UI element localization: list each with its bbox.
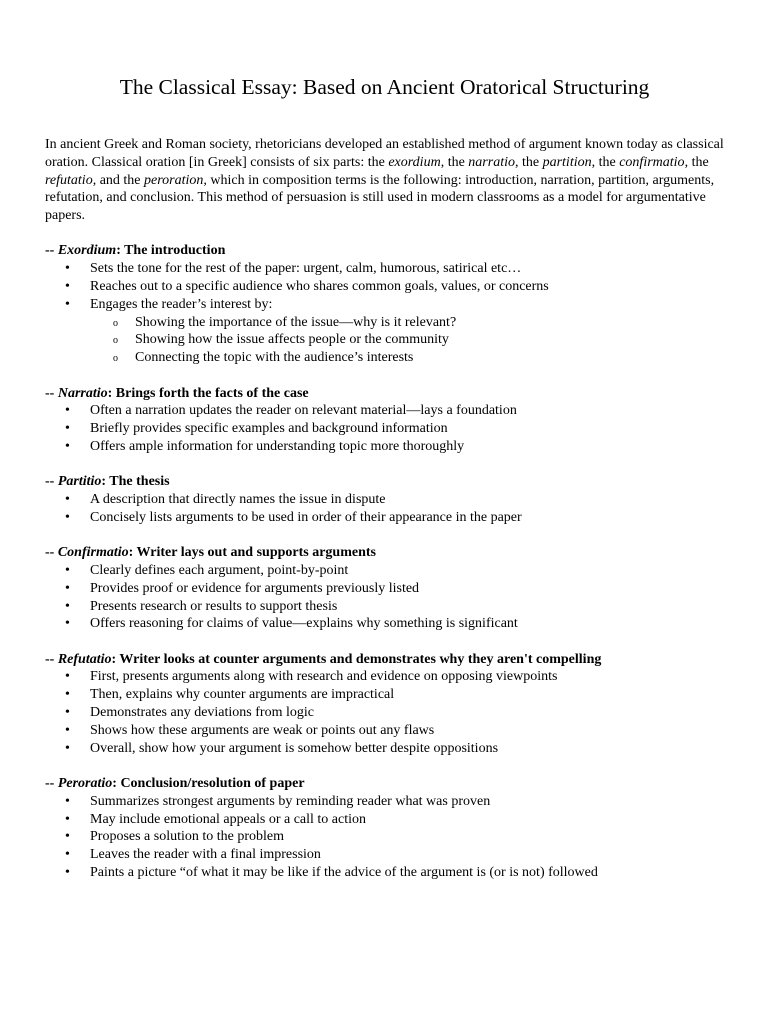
- heading-term: Peroratio: [57, 775, 113, 791]
- heading-prefix: --: [45, 545, 58, 561]
- intro-term-peroration: peroration,: [144, 172, 207, 188]
- intro-term-confirmatio: confirmatio: [619, 154, 685, 170]
- heading-rest: : Conclusion/resolution of paper: [112, 775, 305, 791]
- list-item: • Leaves the reader with a final impression: [90, 846, 724, 864]
- list-item: • First, presents arguments along with research and evidence on opposing viewpoints: [90, 668, 724, 686]
- list-item: • Summarizes strongest arguments by reminding reader what was proven: [90, 793, 724, 811]
- section-confirmatio: [45, 544, 724, 633]
- heading-term: Partitio: [57, 474, 102, 490]
- heading-term: Refutatio: [57, 651, 112, 667]
- heading-prefix: --: [45, 651, 58, 667]
- bullet-list: [45, 402, 724, 455]
- intro-term-partition: partition: [542, 154, 592, 170]
- intro-text: which in composition terms is the following: introduction, narration, partition, arguments, refutation, and conclusion. This method of persuasion is still used in modern classrooms as a model for argumentative papers.: [45, 172, 715, 224]
- bullet-list: [45, 668, 724, 757]
- list-item: [90, 296, 724, 367]
- list-item: • Briefly provides specific examples and background information: [90, 420, 724, 438]
- list-item: • Concisely lists arguments to be used in order of their appearance in the paper: [90, 509, 724, 527]
- list-item: • Overall, show how your argument is somehow better despite oppositions: [90, 740, 724, 758]
- heading-rest: : Brings forth the facts of the case: [107, 385, 309, 401]
- list-item: • Offers reasoning for claims of value—explains why something is significant: [90, 615, 724, 633]
- list-item: • Provides proof or evidence for arguments previously listed: [90, 580, 724, 598]
- sub-list-item: o Showing the importance of the issue—why is it relevant?: [135, 314, 724, 332]
- section-heading: [45, 473, 724, 491]
- list-item: • Offers ample information for understanding topic more thoroughly: [90, 438, 724, 456]
- list-item: • May include emotional appeals or a call to action: [90, 811, 724, 829]
- heading-term: Confirmatio: [57, 545, 129, 561]
- heading-prefix: --: [45, 775, 58, 791]
- section-heading: [45, 544, 724, 562]
- list-item: • Paints a picture “of what it may be like if the advice of the argument is (or is not) followed: [90, 864, 724, 882]
- intro-text: , and the: [92, 172, 145, 188]
- list-item-text: Engages the reader’s interest by:: [90, 296, 273, 312]
- intro-paragraph: [45, 136, 724, 225]
- heading-rest: : Writer looks at counter arguments and demonstrates why they aren't compelling: [111, 651, 602, 667]
- heading-term: Exordium: [57, 243, 117, 259]
- section-heading: [45, 651, 724, 669]
- sub-list-item: o Connecting the topic with the audience’s interests: [135, 349, 724, 367]
- intro-text: In ancient Greek and Roman society, rhetoricians developed an established method of argument known today as classical oration. Classical oration [in Greek] consists of six parts: the: [45, 137, 724, 170]
- section-exordium: [45, 242, 724, 367]
- section-partitio: [45, 473, 724, 526]
- list-item: • A description that directly names the issue in dispute: [90, 491, 724, 509]
- list-item: • Demonstrates any deviations from logic: [90, 704, 724, 722]
- list-item: • Often a narration updates the reader on relevant material—lays a foundation: [90, 402, 724, 420]
- heading-rest: : The thesis: [101, 474, 170, 490]
- bullet-list: [45, 793, 724, 882]
- section-heading: [45, 242, 724, 260]
- list-item: • Proposes a solution to the problem: [90, 828, 724, 846]
- intro-text: , the: [514, 154, 543, 170]
- intro-text: , the: [440, 154, 469, 170]
- intro-term-refutatio: refutatio: [45, 172, 93, 188]
- heading-prefix: --: [45, 474, 58, 490]
- page-title: The Classical Essay: Based on Ancient Oratorical Structuring: [119, 75, 650, 99]
- list-item: • Presents research or results to support thesis: [90, 598, 724, 616]
- intro-text: , the: [684, 154, 709, 170]
- intro-term-exordium: exordium: [388, 154, 441, 170]
- list-item: • Shows how these arguments are weak or points out any flaws: [90, 722, 724, 740]
- bullet-list: [45, 491, 724, 527]
- section-peroratio: [45, 775, 724, 882]
- bullet-list: [45, 562, 724, 633]
- section-refutatio: [45, 651, 724, 758]
- section-narratio: [45, 385, 724, 456]
- bullet-list: [45, 260, 724, 367]
- intro-term-narratio: narratio: [468, 154, 515, 170]
- list-item: • Then, explains why counter arguments are impractical: [90, 686, 724, 704]
- heading-rest: : Writer lays out and supports arguments: [128, 545, 376, 561]
- heading-rest: : The introduction: [116, 243, 226, 259]
- section-heading: [45, 775, 724, 793]
- sub-bullet-list: [90, 314, 724, 367]
- heading-prefix: --: [45, 385, 58, 401]
- section-heading: [45, 385, 724, 403]
- list-item: • Clearly defines each argument, point-by-point: [90, 562, 724, 580]
- list-item: • Sets the tone for the rest of the paper: urgent, calm, humorous, satirical etc…: [90, 260, 724, 278]
- intro-text: , the: [591, 154, 620, 170]
- sub-list-item: o Showing how the issue affects people or the community: [135, 331, 724, 349]
- list-item: • Reaches out to a specific audience who shares common goals, values, or concerns: [90, 278, 724, 296]
- heading-prefix: --: [45, 243, 58, 259]
- heading-term: Narratio: [57, 385, 108, 401]
